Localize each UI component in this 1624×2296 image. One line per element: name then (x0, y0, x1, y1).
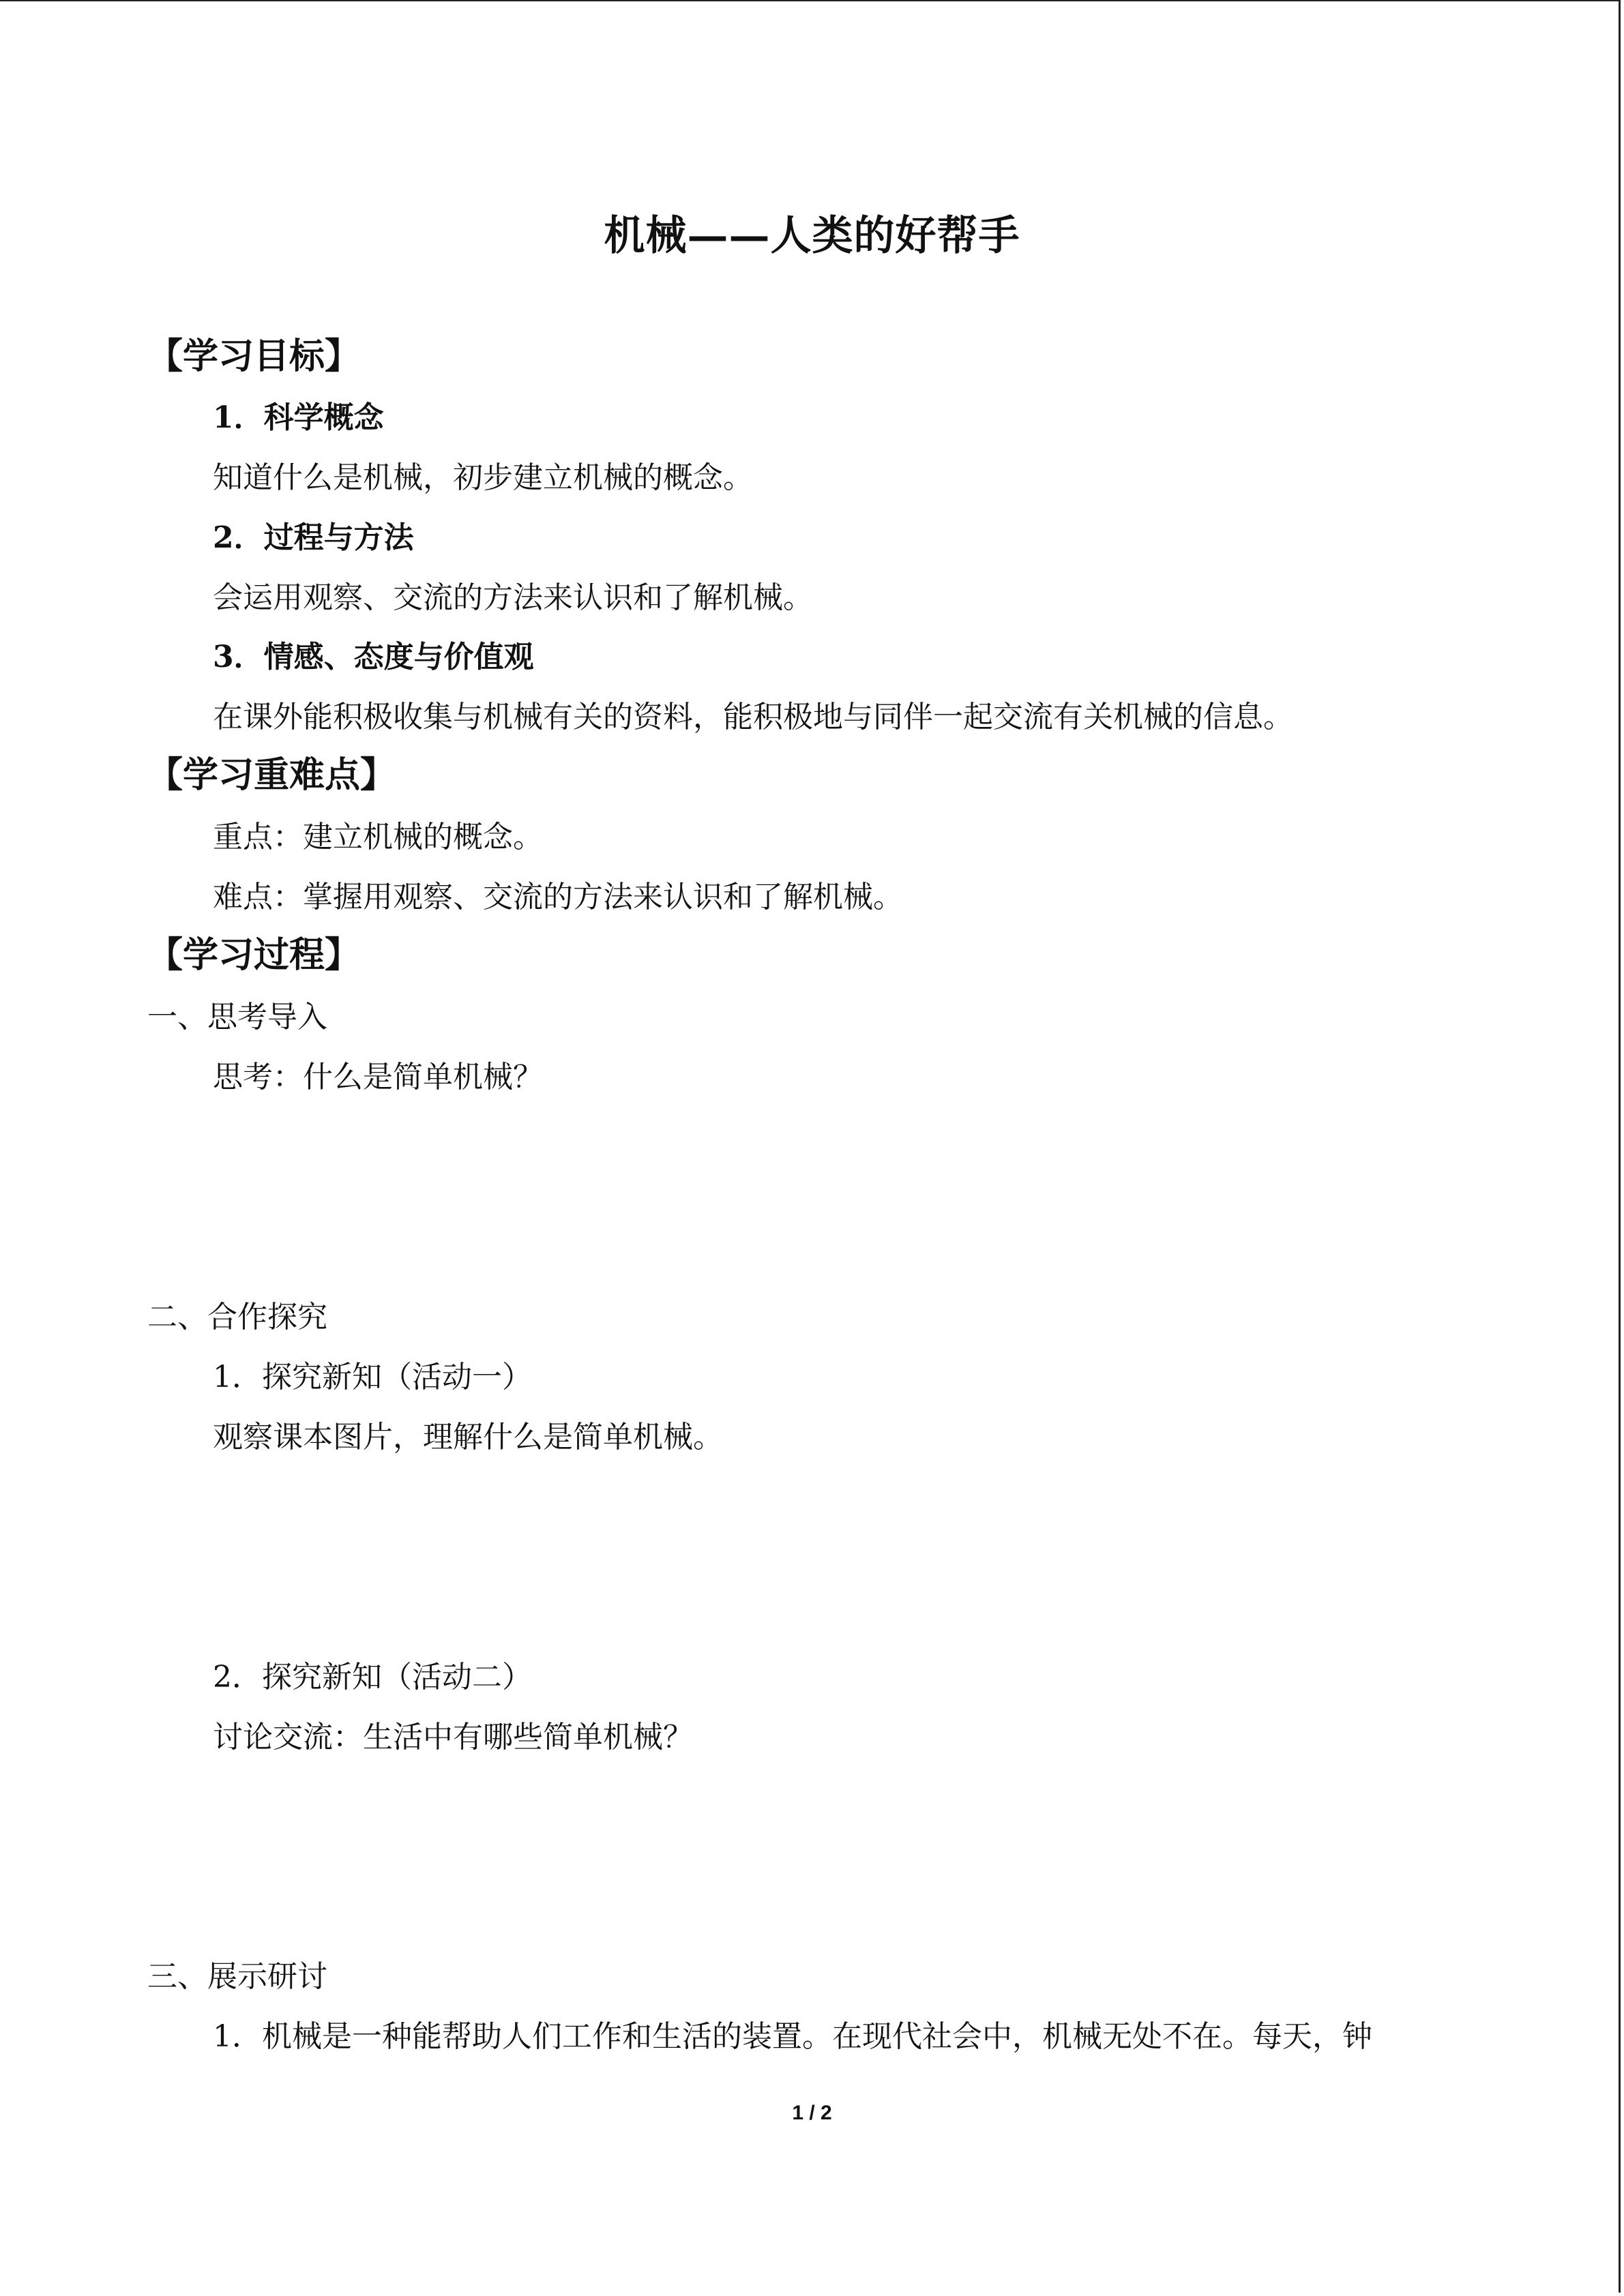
focus-text: 重点：建立机械的概念。 (213, 820, 543, 854)
difficulty-text: 难点：掌握用观察、交流的方法来认识和了解机械。 (213, 880, 903, 914)
part1-title: 一、思考导入 (147, 1000, 327, 1034)
part2-title: 二、合作探究 (147, 1300, 327, 1335)
activity1-text: 观察课本图片，理解什么是简单机械。 (213, 1420, 723, 1455)
part3-title: 三、展示研讨 (147, 1959, 327, 1994)
activity1-title: 1．探究新知（活动一） (213, 1360, 532, 1395)
activity2-title: 2．探究新知（活动二） (213, 1660, 532, 1695)
part1-text: 思考：什么是简单机械？ (213, 1060, 543, 1094)
page-number: 1 / 2 (792, 2102, 832, 2124)
part3-item1: 1．机械是一种能帮助人们工作和生活的装置。在现代社会中，机械无处不在。每天，钟 (213, 2019, 1372, 2054)
goal-1-label: 1．科学概念 (213, 400, 384, 435)
process-heading: 【学习过程】 (147, 934, 361, 976)
document-title: 机械——人类的好帮手 (604, 212, 1020, 260)
activity2-text: 讨论交流：生活中有哪些简单机械？ (213, 1720, 693, 1755)
goal-1-text: 知道什么是机械，初步建立机械的概念。 (213, 460, 753, 495)
goal-2-label: 2．过程与方法 (213, 520, 414, 555)
goals-heading: 【学习目标】 (147, 336, 361, 377)
goal-3-text: 在课外能积极收集与机械有关的资料，能积极地与同伴一起交流有关机械的信息。 (213, 700, 1293, 734)
key-points-heading: 【学习重难点】 (147, 754, 396, 796)
goal-3-label: 3．情感、态度与价值观 (213, 640, 534, 674)
goal-2-text: 会运用观察、交流的方法来认识和了解机械。 (213, 580, 813, 615)
